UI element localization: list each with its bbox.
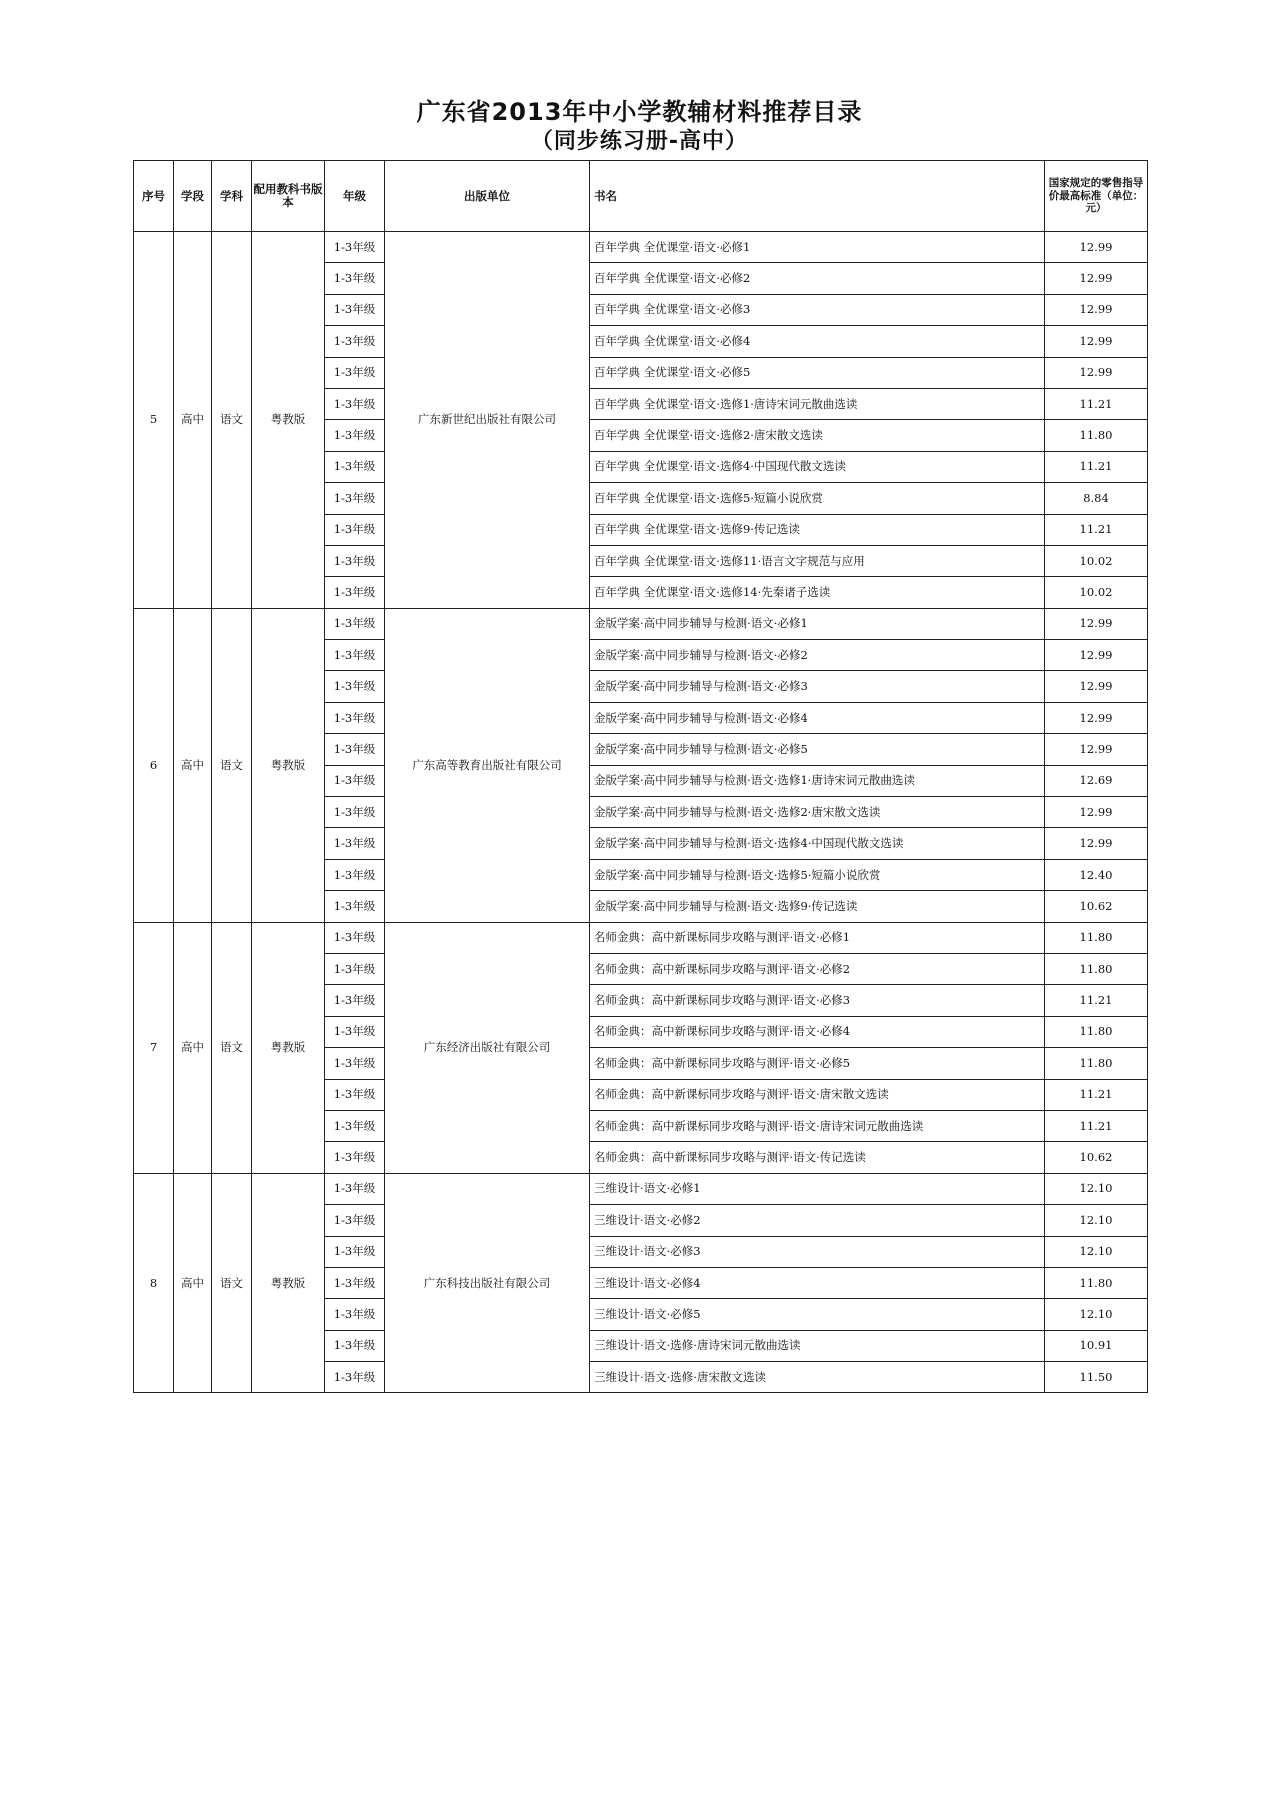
table-row (134, 922, 1148, 953)
book-title-cell: 金版学案·高中同步辅导与检测·语文·选修2·唐宋散文选读 (590, 797, 1045, 828)
price-cell: 12.40 (1045, 859, 1148, 890)
book-title-cell: 名师金典：高中新课标同步攻略与测评·语文·传记选读 (590, 1142, 1045, 1173)
grade-cell: 1-3年级 (325, 1016, 385, 1047)
grade-cell: 1-3年级 (325, 514, 385, 545)
subject-cell: 语文 (212, 922, 252, 1173)
edition-cell: 粤教版 (252, 232, 325, 609)
table-row (134, 1173, 1148, 1204)
book-title-cell: 三维设计·语文·选修·唐诗宋词元散曲选读 (590, 1330, 1045, 1361)
price-cell: 12.99 (1045, 640, 1148, 671)
grade-cell: 1-3年级 (325, 326, 385, 357)
grade-cell: 1-3年级 (325, 1267, 385, 1298)
catalog-table (133, 160, 1148, 1393)
grade-cell: 1-3年级 (325, 294, 385, 325)
seq-cell: 6 (134, 608, 174, 922)
price-cell: 12.99 (1045, 702, 1148, 733)
header-book: 书名 (590, 161, 1045, 232)
grade-cell: 1-3年级 (325, 1110, 385, 1141)
price-cell: 11.21 (1045, 451, 1148, 482)
book-title-cell: 名师金典：高中新课标同步攻略与测评·语文·必修5 (590, 1048, 1045, 1079)
stage-cell: 高中 (174, 608, 212, 922)
grade-cell: 1-3年级 (325, 1142, 385, 1173)
price-cell: 10.02 (1045, 545, 1148, 576)
price-cell: 12.99 (1045, 828, 1148, 859)
price-cell: 11.21 (1045, 514, 1148, 545)
table-row (134, 232, 1148, 263)
grade-cell: 1-3年级 (325, 1362, 385, 1393)
price-cell: 12.99 (1045, 326, 1148, 357)
book-title-cell: 百年学典 全优课堂·语文·必修2 (590, 263, 1045, 294)
price-cell: 11.21 (1045, 1079, 1148, 1110)
price-cell: 10.02 (1045, 577, 1148, 608)
publisher-cell: 广东科技出版社有限公司 (385, 1173, 590, 1393)
header-seq: 序号 (134, 161, 174, 232)
book-title-cell: 名师金典：高中新课标同步攻略与测评·语文·必修4 (590, 1016, 1045, 1047)
price-cell: 12.10 (1045, 1299, 1148, 1330)
grade-cell: 1-3年级 (325, 420, 385, 451)
stage-cell: 高中 (174, 1173, 212, 1393)
book-title-cell: 金版学案·高中同步辅导与检测·语文·选修9·传记选读 (590, 891, 1045, 922)
grade-cell: 1-3年级 (325, 232, 385, 263)
book-title-cell: 三维设计·语文·必修4 (590, 1267, 1045, 1298)
grade-cell: 1-3年级 (325, 828, 385, 859)
book-title-cell: 百年学典 全优课堂·语文·必修3 (590, 294, 1045, 325)
book-title-cell: 百年学典 全优课堂·语文·选修5·短篇小说欣赏 (590, 483, 1045, 514)
book-title-cell: 名师金典：高中新课标同步攻略与测评·语文·必修1 (590, 922, 1045, 953)
grade-cell: 1-3年级 (325, 577, 385, 608)
price-cell: 10.62 (1045, 1142, 1148, 1173)
header-subject: 学科 (212, 161, 252, 232)
grade-cell: 1-3年级 (325, 922, 385, 953)
subject-cell: 语文 (212, 232, 252, 609)
page-subtitle: （同步练习册-高中） (530, 129, 749, 154)
seq-cell: 8 (134, 1173, 174, 1393)
grade-cell: 1-3年级 (325, 702, 385, 733)
book-title-cell: 金版学案·高中同步辅导与检测·语文·必修5 (590, 734, 1045, 765)
grade-cell: 1-3年级 (325, 1079, 385, 1110)
header-publisher: 出版单位 (385, 161, 590, 232)
book-title-cell: 金版学案·高中同步辅导与检测·语文·选修5·短篇小说欣赏 (590, 859, 1045, 890)
price-cell: 11.80 (1045, 1016, 1148, 1047)
book-title-cell: 金版学案·高中同步辅导与检测·语文·必修4 (590, 702, 1045, 733)
price-cell: 12.10 (1045, 1236, 1148, 1267)
grade-cell: 1-3年级 (325, 451, 385, 482)
publisher-cell: 广东高等教育出版社有限公司 (385, 608, 590, 922)
price-cell: 11.80 (1045, 1048, 1148, 1079)
book-title-cell: 金版学案·高中同步辅导与检测·语文·选修4·中国现代散文选读 (590, 828, 1045, 859)
edition-cell: 粤教版 (252, 608, 325, 922)
price-cell: 11.21 (1045, 1110, 1148, 1141)
book-title-cell: 金版学案·高中同步辅导与检测·语文·必修3 (590, 671, 1045, 702)
grade-cell: 1-3年级 (325, 953, 385, 984)
price-cell: 11.80 (1045, 420, 1148, 451)
price-cell: 12.99 (1045, 294, 1148, 325)
grade-cell: 1-3年级 (325, 357, 385, 388)
grade-cell: 1-3年级 (325, 640, 385, 671)
header-grade: 年级 (325, 161, 385, 232)
price-cell: 12.10 (1045, 1205, 1148, 1236)
price-cell: 10.62 (1045, 891, 1148, 922)
price-cell: 11.80 (1045, 922, 1148, 953)
grade-cell: 1-3年级 (325, 388, 385, 419)
book-title-cell: 名师金典：高中新课标同步攻略与测评·语文·唐宋散文选读 (590, 1079, 1045, 1110)
price-cell: 12.10 (1045, 1173, 1148, 1204)
grade-cell: 1-3年级 (325, 797, 385, 828)
price-cell: 12.99 (1045, 734, 1148, 765)
edition-cell: 粤教版 (252, 922, 325, 1173)
grade-cell: 1-3年级 (325, 1330, 385, 1361)
grade-cell: 1-3年级 (325, 608, 385, 639)
header-stage: 学段 (174, 161, 212, 232)
header-edition: 配用教科书版本 (252, 161, 325, 232)
grade-cell: 1-3年级 (325, 545, 385, 576)
grade-cell: 1-3年级 (325, 734, 385, 765)
book-title-cell: 金版学案·高中同步辅导与检测·语文·必修1 (590, 608, 1045, 639)
book-title-cell: 三维设计·语文·必修2 (590, 1205, 1045, 1236)
book-title-cell: 百年学典 全优课堂·语文·选修14·先秦诸子选读 (590, 577, 1045, 608)
price-cell: 11.21 (1045, 985, 1148, 1016)
book-title-cell: 百年学典 全优课堂·语文·选修11·语言文字规范与应用 (590, 545, 1045, 576)
price-cell: 12.69 (1045, 765, 1148, 796)
subject-cell: 语文 (212, 608, 252, 922)
price-cell: 12.99 (1045, 357, 1148, 388)
price-cell: 11.21 (1045, 388, 1148, 419)
publisher-cell: 广东经济出版社有限公司 (385, 922, 590, 1173)
grade-cell: 1-3年级 (325, 1205, 385, 1236)
publisher-cell: 广东新世纪出版社有限公司 (385, 232, 590, 609)
price-cell: 11.80 (1045, 1267, 1148, 1298)
stage-cell: 高中 (174, 232, 212, 609)
grade-cell: 1-3年级 (325, 483, 385, 514)
header-price: 国家规定的零售指导价最高标准（单位：元） (1045, 161, 1148, 232)
book-title-cell: 名师金典：高中新课标同步攻略与测评·语文·必修3 (590, 985, 1045, 1016)
book-title-cell: 百年学典 全优课堂·语文·必修5 (590, 357, 1045, 388)
edition-cell: 粤教版 (252, 1173, 325, 1393)
book-title-cell: 三维设计·语文·必修5 (590, 1299, 1045, 1330)
grade-cell: 1-3年级 (325, 1299, 385, 1330)
price-cell: 12.99 (1045, 671, 1148, 702)
grade-cell: 1-3年级 (325, 263, 385, 294)
book-title-cell: 三维设计·语文·必修3 (590, 1236, 1045, 1267)
subject-cell: 语文 (212, 1173, 252, 1393)
book-title-cell: 金版学案·高中同步辅导与检测·语文·选修1·唐诗宋词元散曲选读 (590, 765, 1045, 796)
page-title: 广东省2013年中小学教辅材料推荐目录 (416, 98, 863, 126)
book-title-cell: 百年学典 全优课堂·语文·必修4 (590, 326, 1045, 357)
table-row (134, 608, 1148, 639)
price-cell: 11.50 (1045, 1362, 1148, 1393)
book-title-cell: 名师金典：高中新课标同步攻略与测评·语文·必修2 (590, 953, 1045, 984)
grade-cell: 1-3年级 (325, 1048, 385, 1079)
stage-cell: 高中 (174, 922, 212, 1173)
grade-cell: 1-3年级 (325, 1236, 385, 1267)
book-title-cell: 百年学典 全优课堂·语文·必修1 (590, 232, 1045, 263)
price-cell: 12.99 (1045, 232, 1148, 263)
book-title-cell: 三维设计·语文·选修·唐宋散文选读 (590, 1362, 1045, 1393)
grade-cell: 1-3年级 (325, 985, 385, 1016)
grade-cell: 1-3年级 (325, 765, 385, 796)
price-cell: 12.99 (1045, 797, 1148, 828)
grade-cell: 1-3年级 (325, 859, 385, 890)
grade-cell: 1-3年级 (325, 1173, 385, 1204)
price-cell: 8.84 (1045, 483, 1148, 514)
grade-cell: 1-3年级 (325, 891, 385, 922)
book-title-cell: 金版学案·高中同步辅导与检测·语文·必修2 (590, 640, 1045, 671)
book-title-cell: 百年学典 全优课堂·语文·选修4·中国现代散文选读 (590, 451, 1045, 482)
book-title-cell: 百年学典 全优课堂·语文·选修1·唐诗宋词元散曲选读 (590, 388, 1045, 419)
seq-cell: 7 (134, 922, 174, 1173)
book-title-cell: 百年学典 全优课堂·语文·选修2·唐宋散文选读 (590, 420, 1045, 451)
seq-cell: 5 (134, 232, 174, 609)
price-cell: 12.99 (1045, 263, 1148, 294)
table-body (134, 232, 1148, 1393)
price-cell: 12.99 (1045, 608, 1148, 639)
book-title-cell: 三维设计·语文·必修1 (590, 1173, 1045, 1204)
table-header-row (134, 161, 1148, 232)
book-title-cell: 名师金典：高中新课标同步攻略与测评·语文·唐诗宋词元散曲选读 (590, 1110, 1045, 1141)
book-title-cell: 百年学典 全优课堂·语文·选修9·传记选读 (590, 514, 1045, 545)
price-cell: 11.80 (1045, 953, 1148, 984)
price-cell: 10.91 (1045, 1330, 1148, 1361)
grade-cell: 1-3年级 (325, 671, 385, 702)
